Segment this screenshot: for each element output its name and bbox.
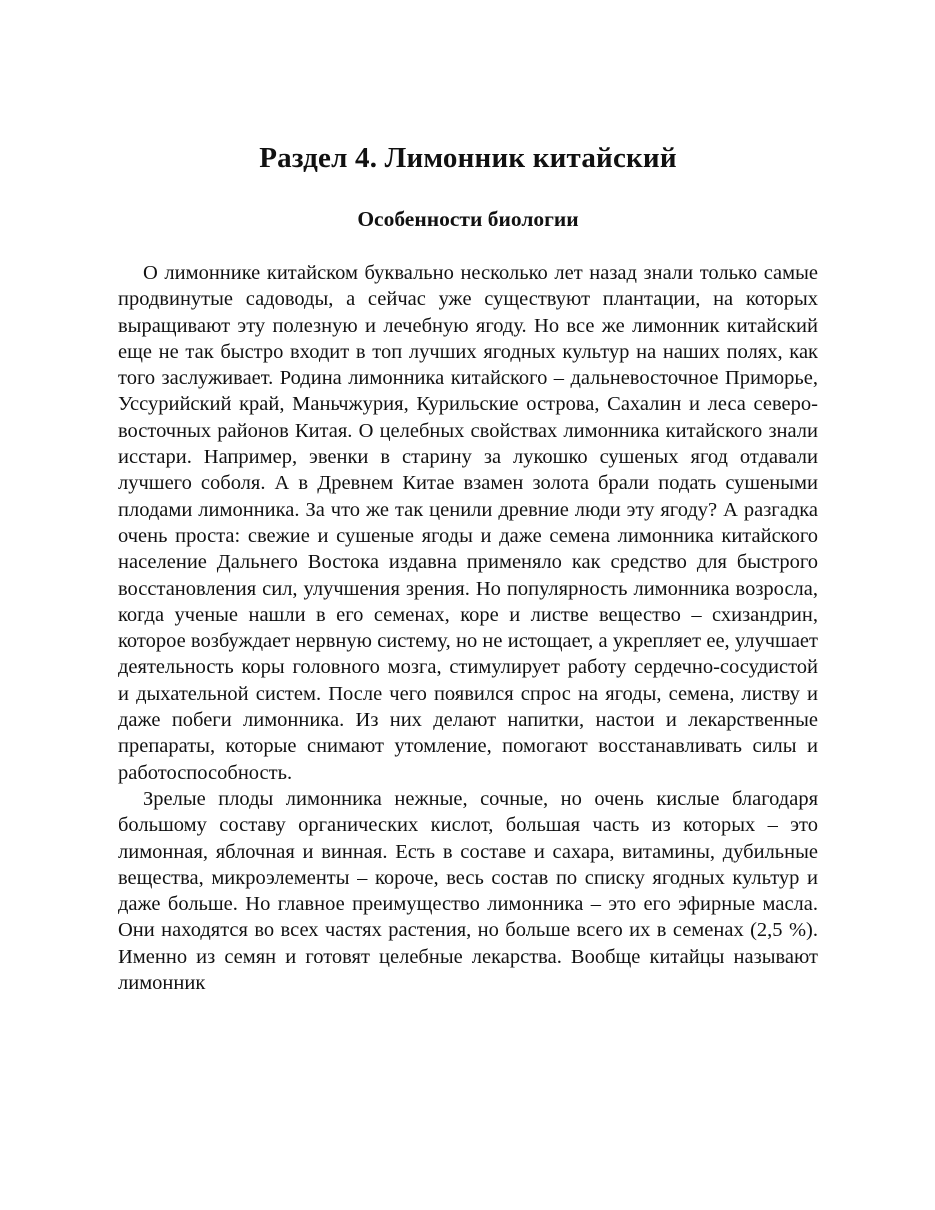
paragraph: О лимоннике китайском буквально несколько лет назад знали только самые продвинутые садоводы, а сейчас уже существуют плантации, на которых выращивают эту полезную и лечебную ягоду. Но все же лимонник китайский еще не так быстро входит в топ лучших ягодных культур на наших полях, как того заслуживает. Родина лимонника китайского – дальневосточное Приморье, Уссурийский край, Маньчжурия, Курильские острова, Сахалин и леса северо-восточных районов Китая. О целебных свойствах лимонника китайского знали исстари. Например, эвенки в старину за лукошко сушеных ягод отдавали лучшего соболя. А в Древнем Китае взамен золота брали подать сушеными плодами лимонника. За что же так ценили древние люди эту ягоду? А разгадка очень проста: свежие и сушеные ягоды и даже семена лимонника китайского население Дальнего Востока издавна применяло как средство для быстрого восстановления сил, улучшения зрения. Но популярность лимонника возросла, когда ученые нашли в его семенах, коре и листве вещество – схизандрин, которое возбуждает нервную систему, но не истощает, а укрепляет ее, улучшает деятельность коры головного мозга, стимулирует работу сердечно-сосудистой и дыхательной систем. После чего появился спрос на ягоды, семена, листву и даже побеги лимонника. Из них делают напитки, настои и лекарственные препараты, которые снимают утомление, помогают восстанавливать силы и работоспособность.	[118, 262, 818, 784]
section-title: Особенности биологии	[357, 207, 579, 231]
chapter-title: Раздел 4. Лимонник китайский	[259, 142, 677, 174]
document-page	[118, 138, 818, 996]
body-text	[118, 260, 818, 996]
paragraph: Зрелые плоды лимонника нежные, сочные, но очень кислые благодаря большому составу органических кислот, большая часть из которых – это лимонная, яблочная и винная. Есть в составе и сахара, витамины, дубильные вещества, микроэлементы – короче, весь состав по списку ягодных культур и даже больше. Но главное преимущество лимонника – это его эфирные масла. Они находятся во всех частях растения, но больше всего их в семенах (2,5 %). Именно из семян и готовят целебные лекарства. Вообще китайцы называют лимонник	[118, 787, 818, 995]
